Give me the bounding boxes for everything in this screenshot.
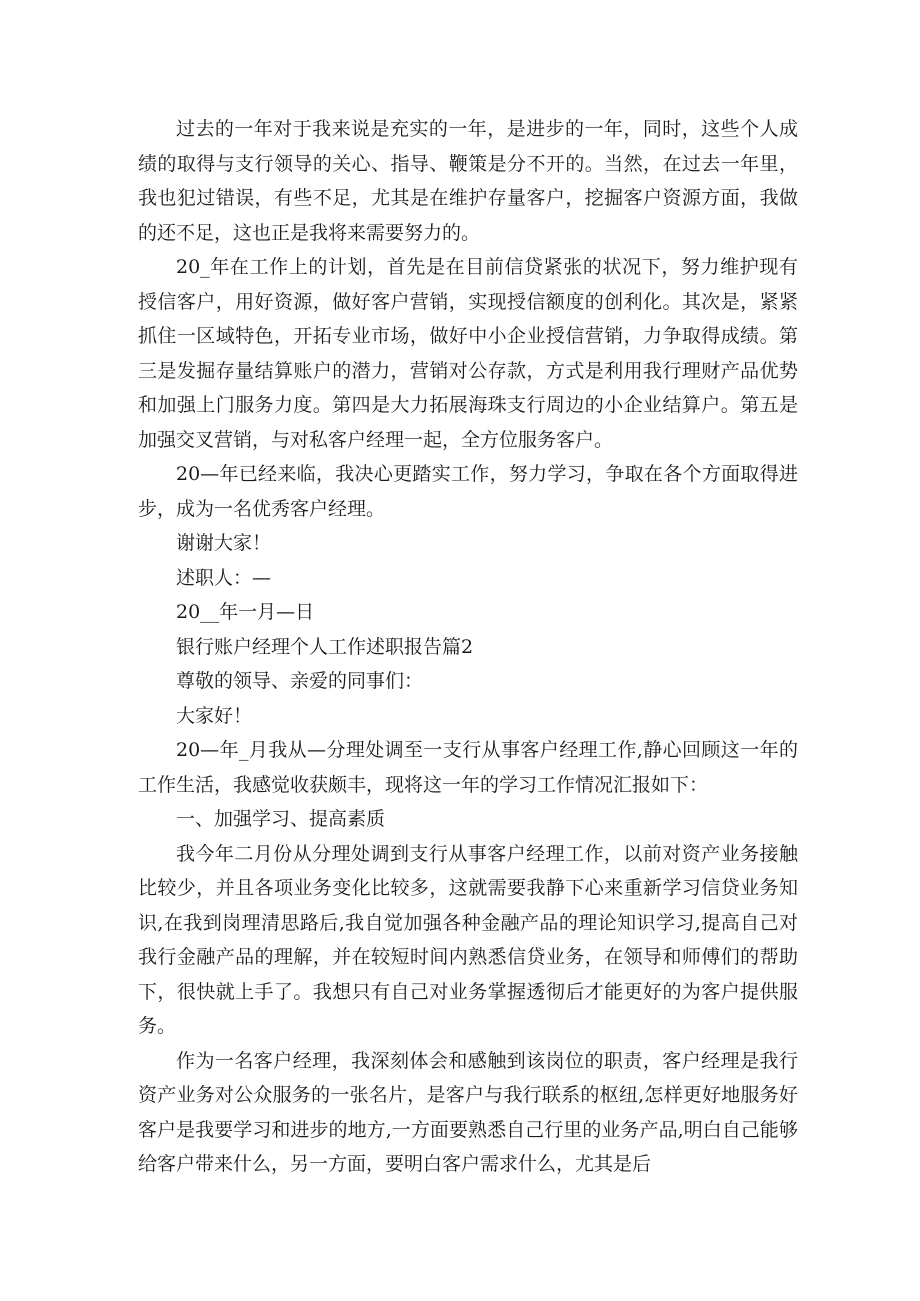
closing-thanks: 谢谢大家！ — [176, 532, 272, 554]
paragraph-resolution: 20—年已经来临，我决心更踏实工作，努力学习，争取在各个方面取得进步，成为一名优秀客户经理。 — [138, 463, 798, 520]
greeting: 大家好！ — [176, 704, 253, 727]
paragraph-intro: 20—年_月我从—分理处调至一支行从事客户经理工作,静心回顾这一年的工作生活，我感觉收获颇丰，现将这一年的学习工作情况汇报如下： — [138, 739, 798, 796]
paragraph-responsibility: 作为一名客户经理，我深刻体会和感触到该岗位的职责，客户经理是我行资产业务对公众服务的一张名片，是客户与我行联系的枢纽,怎样更好地服务好客户是我要学习和进步的地方,一方面要熟悉自己行里的业务产品,明白自己能够给客户带来什么，另一方面，要明白客户需求什么，尤其是后 — [138, 1049, 798, 1175]
signer-line: 述职人：— — [176, 566, 272, 589]
paragraph-work-plan: 20_年在工作上的计划，首先是在目前信贷紧张的状况下，努力维护现有授信客户，用好资源，做好客户营销，实现授信额度的创利化。其次是，紧紧抓住一区域特色，开拓专业市场，做好中小企业授信营销，力争取得成绩。第三是发掘存量结算账户的潜力，营销对公存款，方式是利用我行理财产品优势和加强上门服务力度。第四是大力拓展海珠支行周边的小企业结算户。第五是加强交叉营销，与对私客户经理一起，全方位服务客户。 — [138, 256, 798, 451]
section-heading-1: 一、加强学习、提高素质 — [176, 808, 386, 830]
document-body — [138, 112, 798, 1182]
article-title: 银行账户经理个人工作述职报告篇2 — [176, 635, 474, 658]
paragraph-learning: 我今年二月份从分理处调到支行从事客户经理工作，以前对资产业务接触比较少，并且各项业务变化比较多，这就需要我静下心来重新学习信贷业务知识,在我到岗理清思路后,我自觉加强各种金融产品的理论知识学习,提高自己对我行金融产品的理解，并在较短时间内熟悉信贷业务，在领导和师傅们的帮助下，很快就上手了。我想只有自己对业务掌握透彻后才能更好的为客户提供服务。 — [138, 842, 798, 1037]
paragraph-reflection: 过去的一年对于我来说是充实的一年，是进步的一年，同时，这些个人成绩的取得与支行领导的关心、指导、鞭策是分不开的。当然，在过去一年里，我也犯过错误，有些不足，尤其是在维护存量客户，挖掘客户资源方面，我做的还不足，这也正是我将来需要努力的。 — [138, 118, 798, 244]
salutation: 尊敬的领导、亲爱的同事们： — [176, 670, 424, 692]
date-line: 20__年一月—日 — [176, 601, 315, 623]
